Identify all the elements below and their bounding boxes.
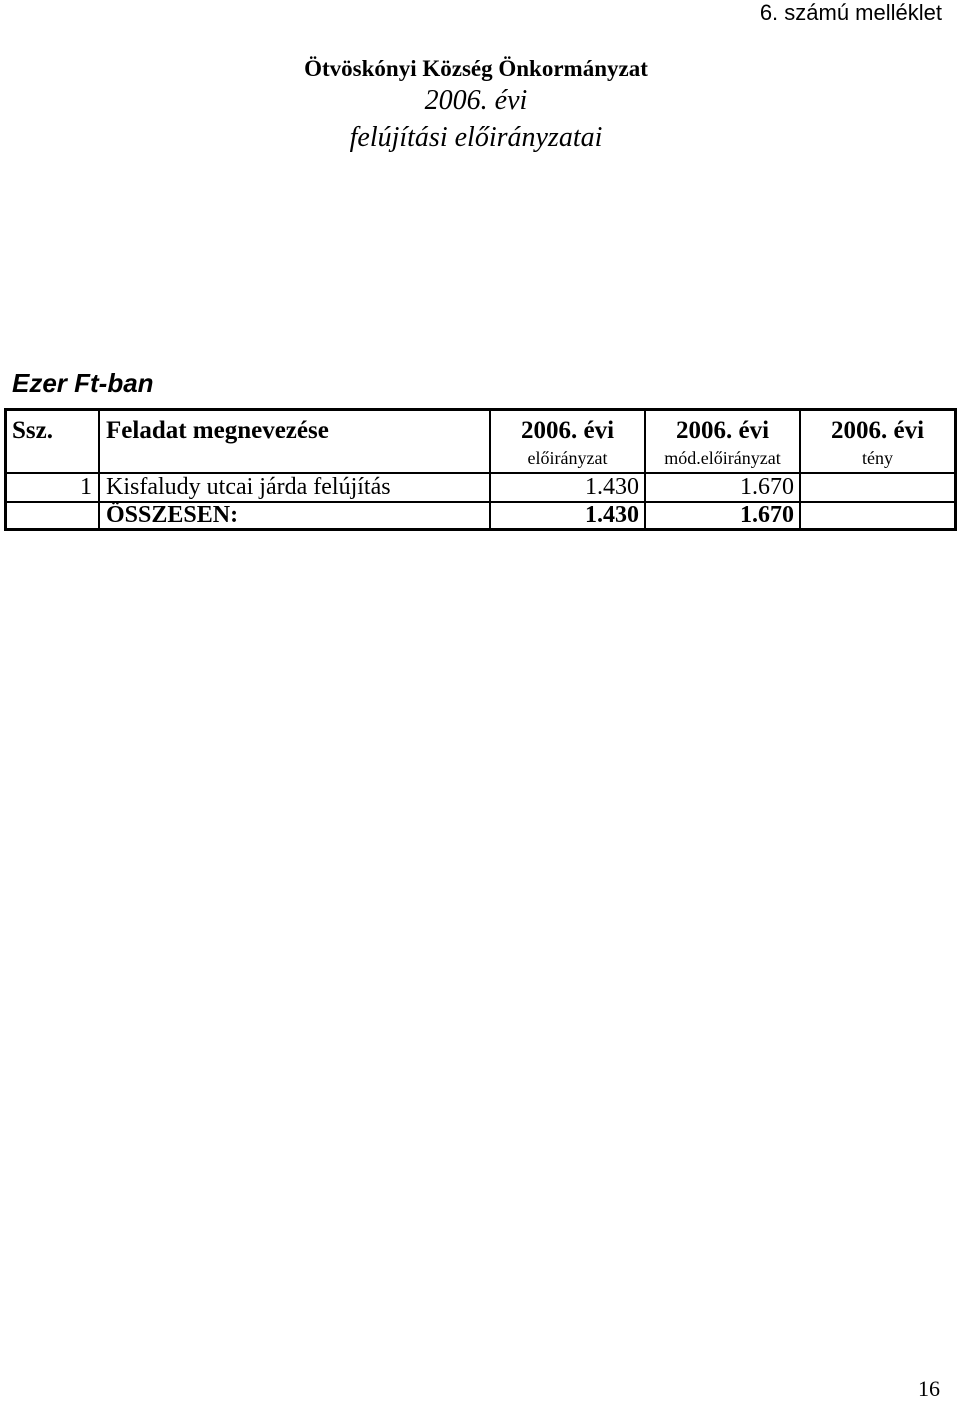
page-number: 16 bbox=[918, 1376, 940, 1401]
unit-label: Ezer Ft-ban bbox=[12, 368, 154, 398]
row-ssz: 1 bbox=[80, 474, 92, 500]
table-right-border bbox=[954, 408, 957, 531]
organization-name: Ötvöskónyi Község Önkormányzat bbox=[304, 56, 648, 81]
row-col2: 1.670 bbox=[740, 474, 794, 500]
col-divider-ssz bbox=[98, 408, 100, 531]
title-subject: felújítási előirányzatai bbox=[349, 122, 603, 153]
header-col3-year: 2006. évi bbox=[830, 417, 925, 444]
table-top-border bbox=[4, 408, 957, 411]
total-label: ÖSSZESEN: bbox=[106, 502, 239, 528]
header-col2-sub: mód.előirányzat bbox=[664, 448, 781, 468]
header-task: Feladat megnevezése bbox=[106, 417, 329, 444]
header-col2-year: 2006. évi bbox=[675, 417, 770, 444]
header-col1-sub: előirányzat bbox=[527, 448, 608, 468]
row-col1: 1.430 bbox=[585, 474, 639, 500]
total-col1: 1.430 bbox=[585, 502, 639, 528]
title-year: 2006. évi bbox=[424, 85, 528, 116]
header-ssz: Ssz. bbox=[12, 417, 53, 444]
row-task: Kisfaludy utcai járda felújítás bbox=[106, 474, 391, 500]
header-col1-year: 2006. évi bbox=[520, 417, 615, 444]
header-col3-sub: tény bbox=[862, 448, 893, 468]
table-left-border bbox=[4, 408, 7, 531]
total-col2: 1.670 bbox=[740, 502, 794, 528]
annex-label: 6. számú melléklet bbox=[759, 0, 942, 25]
